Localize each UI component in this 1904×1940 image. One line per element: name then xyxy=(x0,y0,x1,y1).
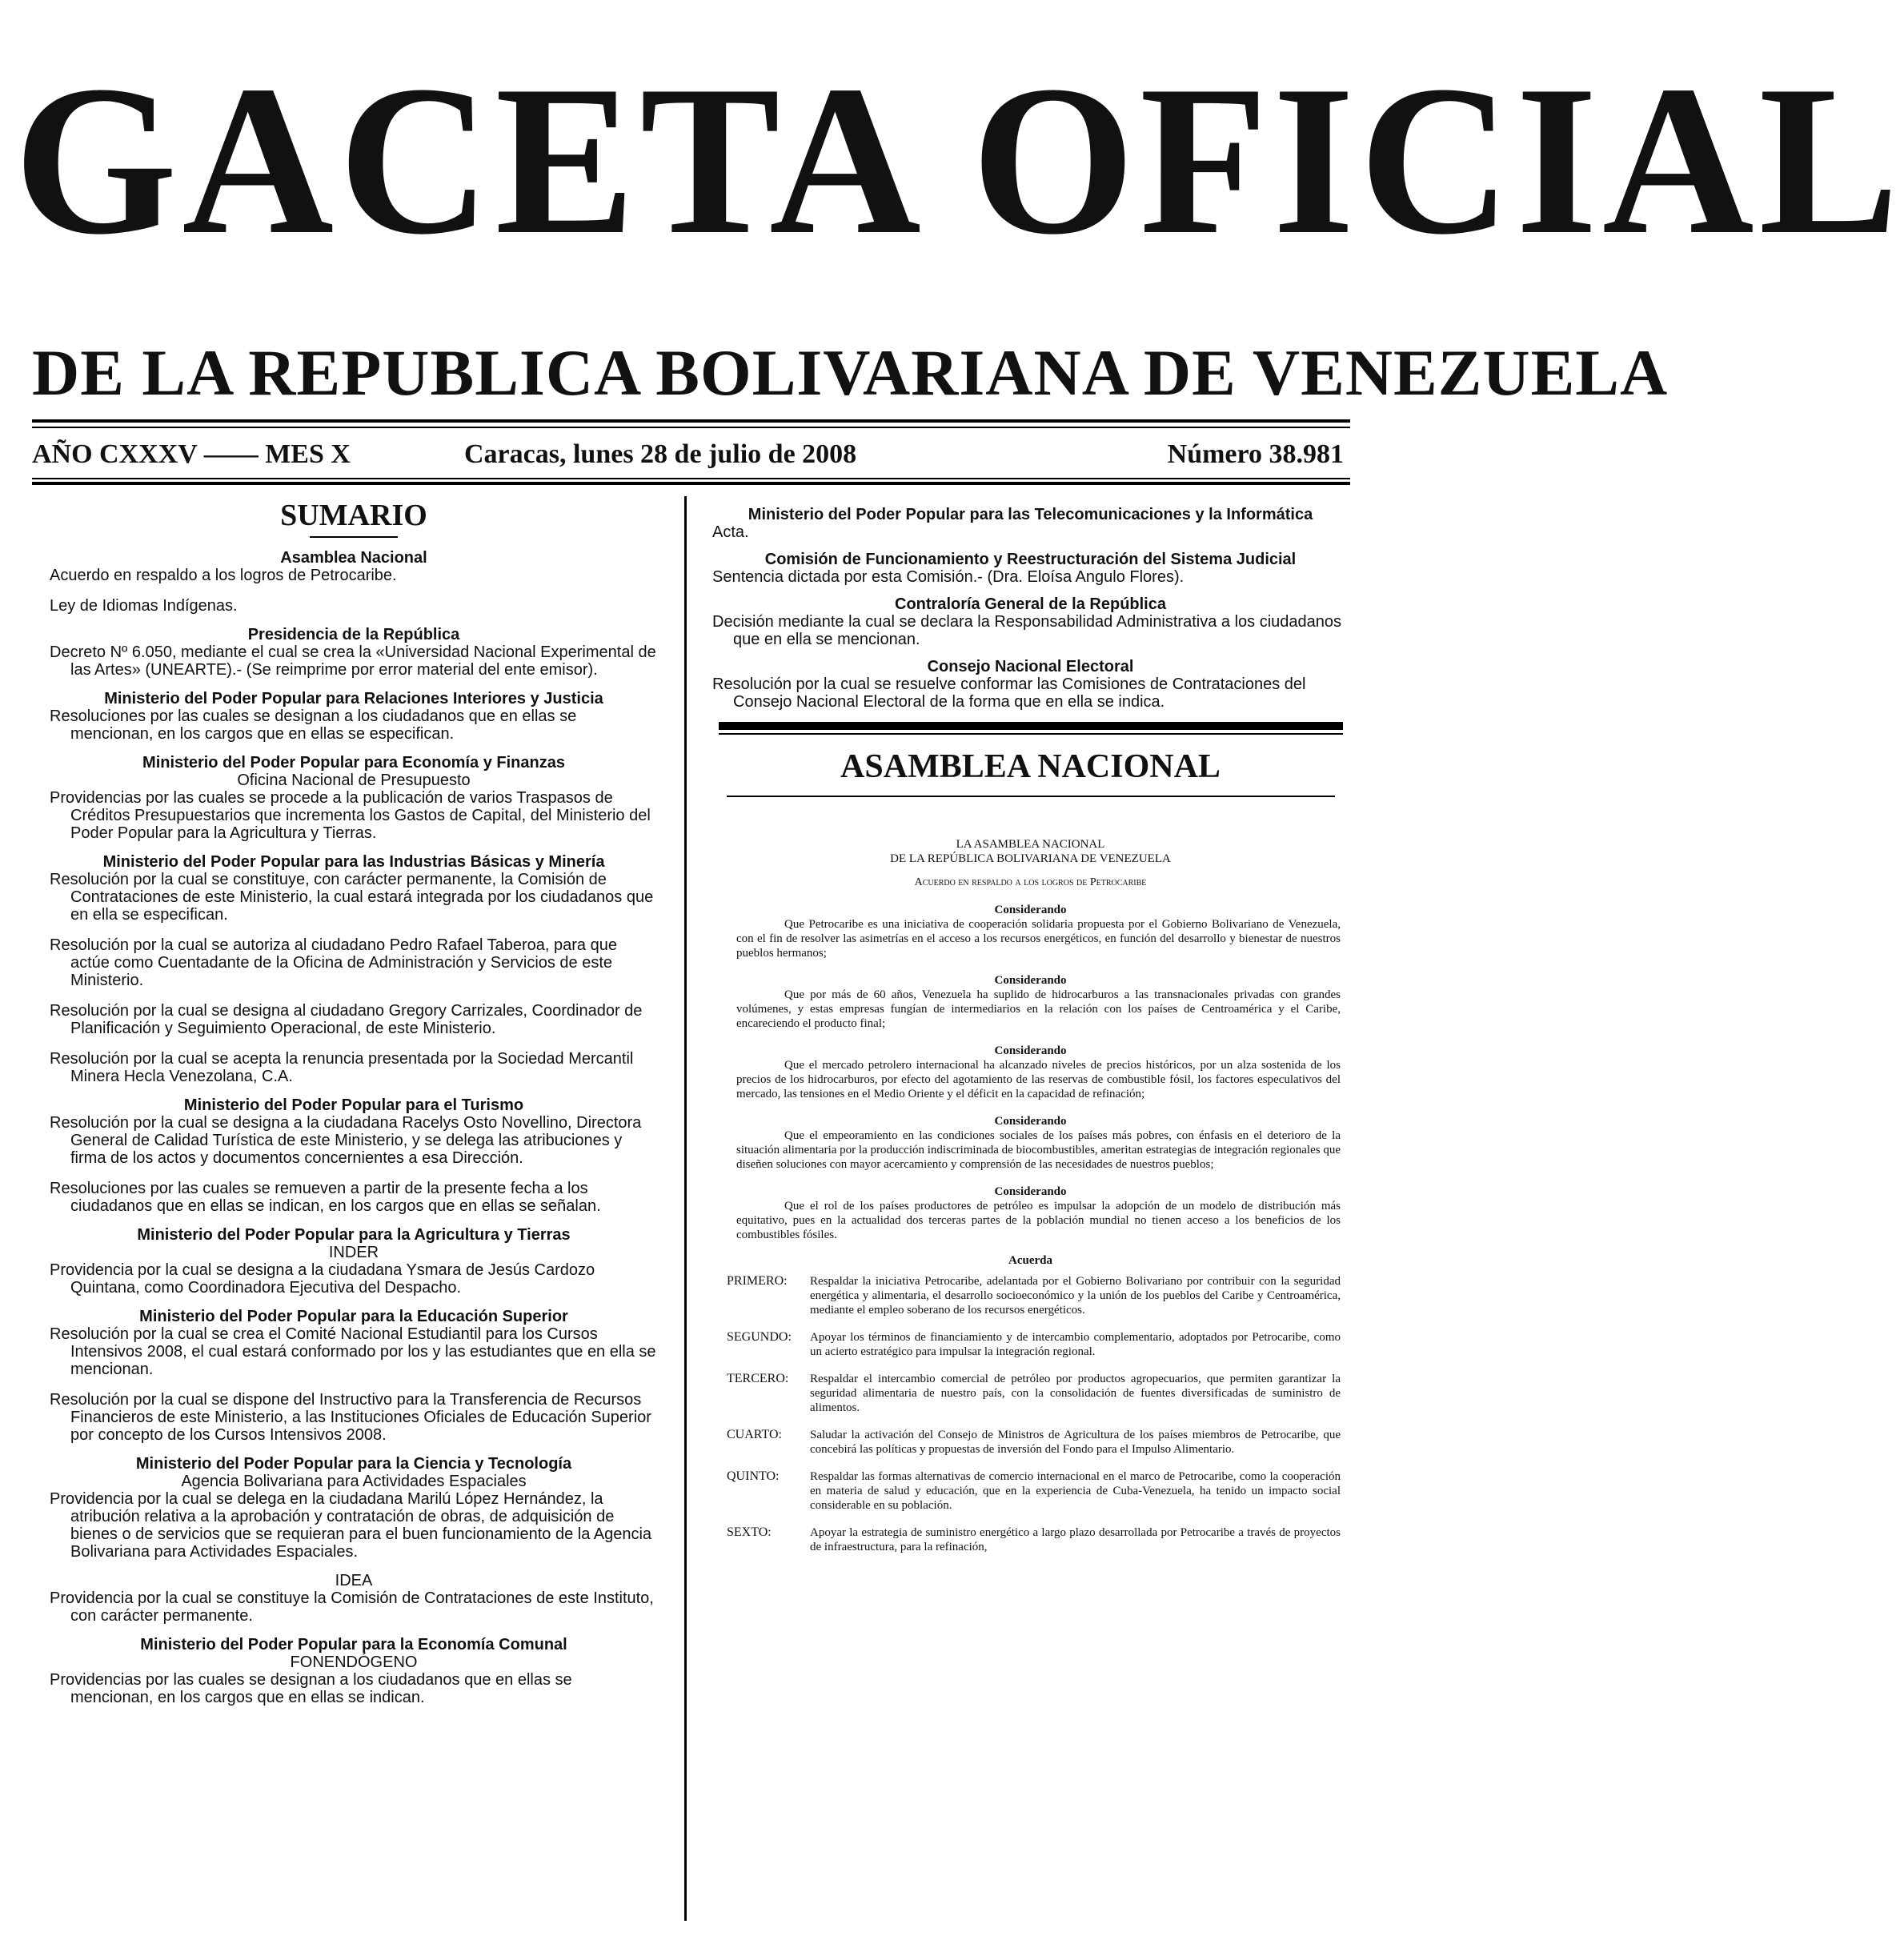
sumario-entry: Resolución por la cual se resuelve conformar las Comisiones de Contrataciones del Consejo Nacional Electoral de la forma que en ella se indica. xyxy=(712,675,1306,711)
masthead-subtitle: DE LA REPUBLICA BOLIVARIANA DE VENEZUELA xyxy=(32,336,1669,409)
sumario-suborg: Oficina Nacional de Presupuesto xyxy=(237,772,471,789)
sumario-entry: Decisión mediante la cual se declara la Responsabilidad Administrativa a los ciudadanos que en ella se mencionan. xyxy=(712,613,1342,648)
article-key: QUINTO: xyxy=(727,1469,780,1483)
sumario-org: Ministerio del Poder Popular para las Telecomunicaciones y la Informática xyxy=(748,506,1313,523)
sumario-entry: Resolución por la cual se crea el Comité Nacional Estudiantil para los Cursos Intensivos 2008, el cual estará conformado por los y las estudiantes que en ella se mencionan. xyxy=(50,1325,656,1378)
sumario-org: Presidencia de la República xyxy=(247,626,460,643)
sumario-title: SUMARIO xyxy=(280,499,427,532)
sumario-block xyxy=(50,1096,658,1215)
article-row xyxy=(727,1469,1341,1513)
sumario-entry: Resolución por la cual se dispone del Instructivo para la Transferencia de Recursos Financieros de este Ministerio, a las Instituciones Oficiales de Educación Superior por concepto de los Cursos Intensivos 2008. xyxy=(50,1391,651,1444)
sumario-org: Ministerio del Poder Popular para Relaciones Interiores y Justicia xyxy=(104,690,603,707)
dateline-year: AÑO CXXXV —— MES X xyxy=(32,439,351,469)
article-key: SEGUNDO: xyxy=(727,1330,792,1344)
sumario-rule xyxy=(310,536,398,538)
sumario-block xyxy=(50,626,658,679)
sumario-entry: Resolución por la cual se designa a la ciudadana Racelys Osto Novellino, Directora General de Calidad Turística de este Ministerio, y se delega las atribuciones y firma de los actos y documentos concernientes a esa Dirección. xyxy=(50,1114,642,1167)
sumario-entry: Resolución por la cual se designa al ciudadano Gregory Carrizales, Coordinador de Planificación y Seguimiento Operacional, de este Ministerio. xyxy=(50,1002,643,1037)
considerando-label: Considerando xyxy=(994,1115,1067,1128)
considerando-label: Considerando xyxy=(994,1185,1067,1198)
asamblea-section-rule xyxy=(727,796,1335,797)
sumario-org: Ministerio del Poder Popular para la Educación Superior xyxy=(139,1308,568,1325)
sumario-entry: Sentencia dictada por esta Comisión.- (Dra. Eloísa Angulo Flores). xyxy=(712,568,1184,586)
sumario-org: Ministerio del Poder Popular para la Economía Comunal xyxy=(140,1636,567,1653)
sumario-block xyxy=(50,1308,658,1444)
sumario-entry: Providencias por las cuales se procede a la publicación de varios Traspasos de Créditos Presupuestarios que incrementa los Gastos de Capital, del Ministerio del Poder Popular para la Agricultura y Tierras. xyxy=(50,789,651,842)
sumario-block xyxy=(50,1636,658,1706)
sumario-block xyxy=(712,658,1349,711)
acuerdo-title: Acuerdo en respaldo a los logros de Petrocaribe xyxy=(914,876,1147,888)
doc-head-2: DE LA REPÚBLICA BOLIVARIANA DE VENEZUELA xyxy=(890,852,1171,865)
sumario-entry: Ley de Idiomas Indígenas. xyxy=(50,597,238,615)
sumario-block xyxy=(50,1226,658,1297)
sumario-block xyxy=(712,506,1349,541)
article-key: PRIMERO: xyxy=(727,1274,788,1288)
sumario-org: Contraloría General de la República xyxy=(895,595,1166,613)
considerando-text: Que el rol de los países productores de petróleo es impulsar la adopción de un modelo de distribución más equitativo, pues en la actualidad dos terceras partes de la población mundial no tienen acceso a los beneficios de los combustibles fósiles. xyxy=(736,1200,1341,1241)
article-row xyxy=(727,1274,1341,1317)
section-bar-thin xyxy=(719,733,1343,735)
article-row xyxy=(727,1372,1341,1415)
considerando-text: Que el mercado petrolero internacional ha alcanzado niveles de precios históricos, por un alza sostenida de los precios de los hidrocarburos, por efecto del agotamiento de las reservas de combustible fósil, los factores especulativos del mercado, las tensiones en el Medio Oriente y el déficit en la capacidad de refinación; xyxy=(736,1059,1341,1100)
dateline-number: Número 38.981 xyxy=(1167,439,1344,469)
sumario-entry: Resolución por la cual se constituye, con carácter permanente, la Comisión de Contrataciones de este Ministerio, la cual estará integrada por los ciudadanos que en ella se especifican. xyxy=(50,871,654,924)
article-text: Apoyar los términos de financiamiento y de intercambio complementario, adoptados por Petrocaribe, como un acierto estratégico para impulsar la integración regional. xyxy=(810,1331,1341,1358)
article-text: Respaldar el intercambio comercial de petróleo por productos agropecuarios, que permiten garantizar la seguridad alimentaria de nuestro país, con la consolidación de fuentes diversificadas de suministro de alimentos. xyxy=(810,1373,1341,1414)
article-row xyxy=(727,1330,1341,1359)
dateline-place-date: Caracas, lunes 28 de julio de 2008 xyxy=(464,439,857,469)
sumario-left-list xyxy=(50,549,658,1706)
considerando-text: Que por más de 60 años, Venezuela ha suplido de hidrocarburos a las transnacionales privadas con grandes volúmenes, y estas empresas fungían de intermediarios en la relación con los países de Centroamérica y el Caribe, encareciendo el producto final; xyxy=(736,988,1341,1030)
sumario-entry: Resolución por la cual se acepta la renuncia presentada por la Sociedad Mercantil Minera Hecla Venezolana, C.A. xyxy=(50,1050,634,1085)
article-key: SEXTO: xyxy=(727,1525,772,1539)
sumario-suborg: IDEA xyxy=(335,1572,373,1589)
article-row xyxy=(727,1525,1341,1554)
sumario-org: Consejo Nacional Electoral xyxy=(927,658,1134,675)
right-column xyxy=(712,496,1349,1567)
considerando-label: Considerando xyxy=(994,1044,1067,1057)
sumario-entry: Resoluciones por las cuales se remueven a partir de la presente fecha a los ciudadanos que en ellas se indican, en los cargos que en ellas se señalan. xyxy=(50,1180,601,1215)
article-text: Respaldar la iniciativa Petrocaribe, adelantada por el Gobierno Bolivariano por contribuir con la seguridad energética y alimentaria, el desarrollo socioeconómico y la unión de los pueblos del Caribe y Centroamérica, mediante el empleo soberano de los recursos energéticos. xyxy=(810,1275,1341,1317)
sumario-block xyxy=(50,853,658,1085)
sumario-org: Ministerio del Poder Popular para la Agricultura y Tierras xyxy=(137,1226,571,1244)
sumario-entry: Resolución por la cual se autoriza al ciudadano Pedro Rafael Taberoa, para que actúe como Cuentadante de la Oficina de Administración y Servicios de este Ministerio. xyxy=(50,936,617,989)
sumario-block xyxy=(712,551,1349,586)
sumario-suborg: INDER xyxy=(328,1244,379,1261)
doc-head-1: LA ASAMBLEA NACIONAL xyxy=(956,838,1105,851)
header-rule-top xyxy=(32,419,1350,423)
article-text: Saludar la activación del Consejo de Ministros de Agricultura de los países miembros de Petrocaribe, que concebirá las políticas y propuestas de inversión del Fondo para el Impulso Alimentario. xyxy=(810,1429,1341,1456)
considerando-label: Considerando xyxy=(994,974,1067,987)
sumario-left-column xyxy=(50,496,658,1706)
considerandos-list xyxy=(712,903,1349,1242)
sumario-block xyxy=(50,690,658,743)
sumario-block xyxy=(712,595,1349,648)
sumario-right-list xyxy=(712,506,1349,711)
article-key: TERCERO: xyxy=(727,1372,789,1385)
header-rule-top-thin xyxy=(32,427,1350,428)
sumario-entry: Acta. xyxy=(712,523,749,541)
considerando-text: Que Petrocaribe es una iniciativa de cooperación solidaria propuesta por el Gobierno Bolivariano de Venezuela, con el fin de resolver las asimetrías en el acceso a los recursos energéticos, en función del desarrollo y bienestar de nuestros pueblos hermanos; xyxy=(736,918,1341,960)
header-rule-bottom-thick xyxy=(32,482,1350,485)
article-text: Respaldar las formas alternativas de comercio internacional en el marco de Petrocaribe, como la cooperación en materia de salud y educación, que en la experiencia de Cuba-Venezuela, ha tenido un impacto social considerable en su población. xyxy=(810,1470,1341,1512)
sumario-entry: Providencia por la cual se delega en la ciudadana Marilú López Hernández, la atribución relativa a la aprobación y contratación de obras, de adquisición de bienes o de servicios que se requieran para el buen funcionamiento de la Agencia Bolivariana para Actividades Espaciales. xyxy=(50,1490,652,1561)
considerando-text: Que el empeoramiento en las condiciones sociales de los países más pobres, con énfasis en el deterioro de la situación alimentaria por la producción indiscriminada de biocombustibles, ameritan estrategias de integración regionales que diseñen soluciones con mayor acercamiento y comprensión de las necesidades de nuestros pueblos; xyxy=(736,1129,1341,1171)
sumario-block xyxy=(50,549,658,615)
asamblea-section-title: ASAMBLEA NACIONAL xyxy=(840,748,1221,785)
sumario-block xyxy=(50,1455,658,1561)
sumario-org: Ministerio del Poder Popular para las Industrias Básicas y Minería xyxy=(102,853,605,871)
sumario-org: Ministerio del Poder Popular para Economía y Finanzas xyxy=(142,754,565,772)
article-row xyxy=(727,1428,1341,1457)
articles-list xyxy=(712,1274,1349,1554)
sumario-suborg: FONENDÓGENO xyxy=(290,1653,418,1671)
column-divider xyxy=(684,496,687,1921)
section-bar-thick xyxy=(719,722,1343,730)
masthead-title: GACETA OFICIAL xyxy=(14,41,1904,279)
sumario-entry: Providencias por las cuales se designan a los ciudadanos que en ellas se mencionan, en los cargos que en ellas se indican. xyxy=(50,1671,572,1706)
sumario-org: Ministerio del Poder Popular para la Ciencia y Tecnología xyxy=(135,1455,572,1473)
sumario-entry: Providencia por la cual se designa a la ciudadana Ysmara de Jesús Cardozo Quintana, como Coordinadora Ejecutiva del Despacho. xyxy=(50,1261,595,1297)
dateline xyxy=(32,436,1350,473)
acuerda-heading: Acuerda xyxy=(1008,1254,1052,1267)
sumario-block xyxy=(50,754,658,842)
header-rule-bottom xyxy=(32,478,1350,479)
article-key: CUARTO: xyxy=(727,1428,782,1441)
considerando-label: Considerando xyxy=(994,904,1067,916)
sumario-org: Ministerio del Poder Popular para el Turismo xyxy=(183,1096,524,1114)
sumario-org: Comisión de Funcionamiento y Reestructuración del Sistema Judicial xyxy=(764,551,1297,568)
sumario-block xyxy=(50,1572,658,1625)
sumario-suborg: Agencia Bolivariana para Actividades Espaciales xyxy=(181,1473,527,1490)
sumario-entry: Decreto Nº 6.050, mediante el cual se crea la «Universidad Nacional Experimental de las Artes» (UNEARTE).- (Se reimprime por error material del ente emisor). xyxy=(50,643,656,679)
sumario-org: Asamblea Nacional xyxy=(280,549,427,567)
sumario-entry: Resoluciones por las cuales se designan a los ciudadanos que en ellas se mencionan, en los cargos que en ellas se especifican. xyxy=(50,707,577,743)
sumario-entry: Acuerdo en respaldo a los logros de Petrocaribe. xyxy=(50,567,397,584)
sumario-entry: Providencia por la cual se constituye la Comisión de Contrataciones de este Instituto, con carácter permanente. xyxy=(50,1589,654,1625)
article-text: Apoyar la estrategia de suministro energético a largo plazo desarrollada por Petrocaribe a través de proyectos de infraestructura, para la refinación, xyxy=(810,1526,1341,1553)
